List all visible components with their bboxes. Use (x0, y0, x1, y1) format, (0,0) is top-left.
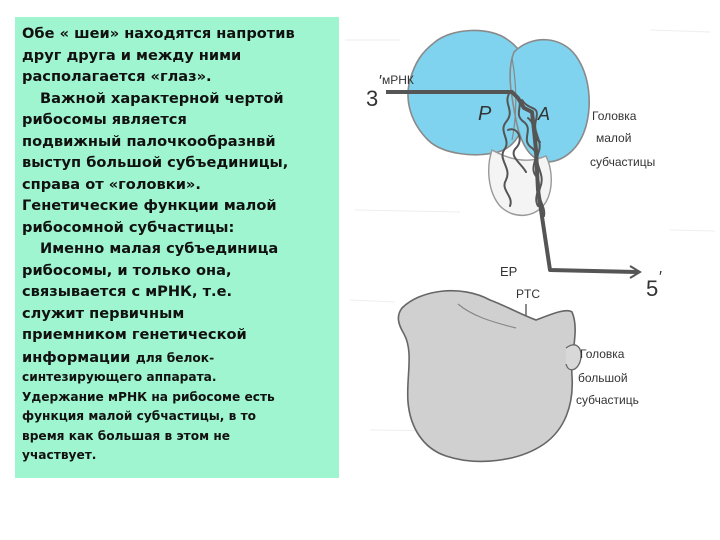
large-subunit-stalk (566, 345, 581, 370)
site-a-label: A (538, 104, 551, 124)
large-head-label (576, 347, 639, 407)
ribosome-diagram (340, 0, 720, 540)
text-line-8: справа от «головки». (22, 175, 201, 193)
text-line-21: участвует. (22, 448, 97, 462)
site-p-label: P (478, 103, 492, 125)
text-line-17: синтезирующего аппарата. (22, 370, 217, 384)
text-line-15: приемником генетической (22, 326, 247, 343)
text-line-3: располагается «глаз». (22, 68, 212, 85)
text-line-9: Генетические функции малой (22, 197, 277, 214)
text-line-20: время как большая в этом не (22, 428, 231, 443)
large-subunit-body (398, 291, 575, 462)
small-head-label-2: малой (596, 131, 632, 145)
text-line-12: рибосомы, и только она, (22, 261, 232, 279)
text-line-5: рибосомы является (22, 111, 187, 128)
text-line-2: друг друга и между ними (22, 46, 242, 64)
large-head-label-1: Головка (580, 347, 625, 361)
mrna-end-3-prime: ′ (379, 73, 382, 90)
large-subunit (398, 291, 581, 462)
mrna-end-5: 5 (646, 276, 659, 301)
text-line-16b: для белок- (135, 350, 215, 365)
text-line-11: Именно малая субъединица (40, 240, 279, 257)
text-line-16 (22, 346, 333, 369)
small-subunit (408, 30, 589, 215)
mrna-label: мРНК (382, 73, 414, 87)
text-panel (15, 17, 339, 478)
large-head-label-2: большой (578, 371, 628, 385)
small-head-label-3: субчастицы (590, 155, 656, 169)
text-line-1: Обе « шеи» находятся напротив (22, 25, 295, 42)
text-line-14: служит первичным (22, 304, 185, 322)
mrna-end-5-prime: ′ (659, 269, 662, 286)
text-line-16a: информации (22, 348, 131, 366)
ep-label: ЕР (500, 264, 518, 279)
small-head-label (590, 109, 655, 169)
large-head-label-3: субчастиць (576, 393, 639, 407)
small-head-label-1: Головка (592, 109, 637, 123)
mrna-end-3: 3 (366, 86, 379, 111)
text-line-18: Удержание мРНК на рибосоме есть (22, 389, 275, 404)
text-line-6: подвижный палочкообразнвй (22, 132, 276, 150)
text-line-7: выступ большой субъединицы, (22, 154, 289, 171)
text-line-4: Важной характерной чертой (40, 89, 284, 107)
text-line-13: связывается с мРНК, т.е. (22, 283, 233, 300)
text-line-19: функция малой субчастицы, в то (22, 409, 257, 423)
ptc-label: PTC (516, 287, 540, 301)
text-line-10: рибосомной субчастицы: (22, 218, 235, 236)
